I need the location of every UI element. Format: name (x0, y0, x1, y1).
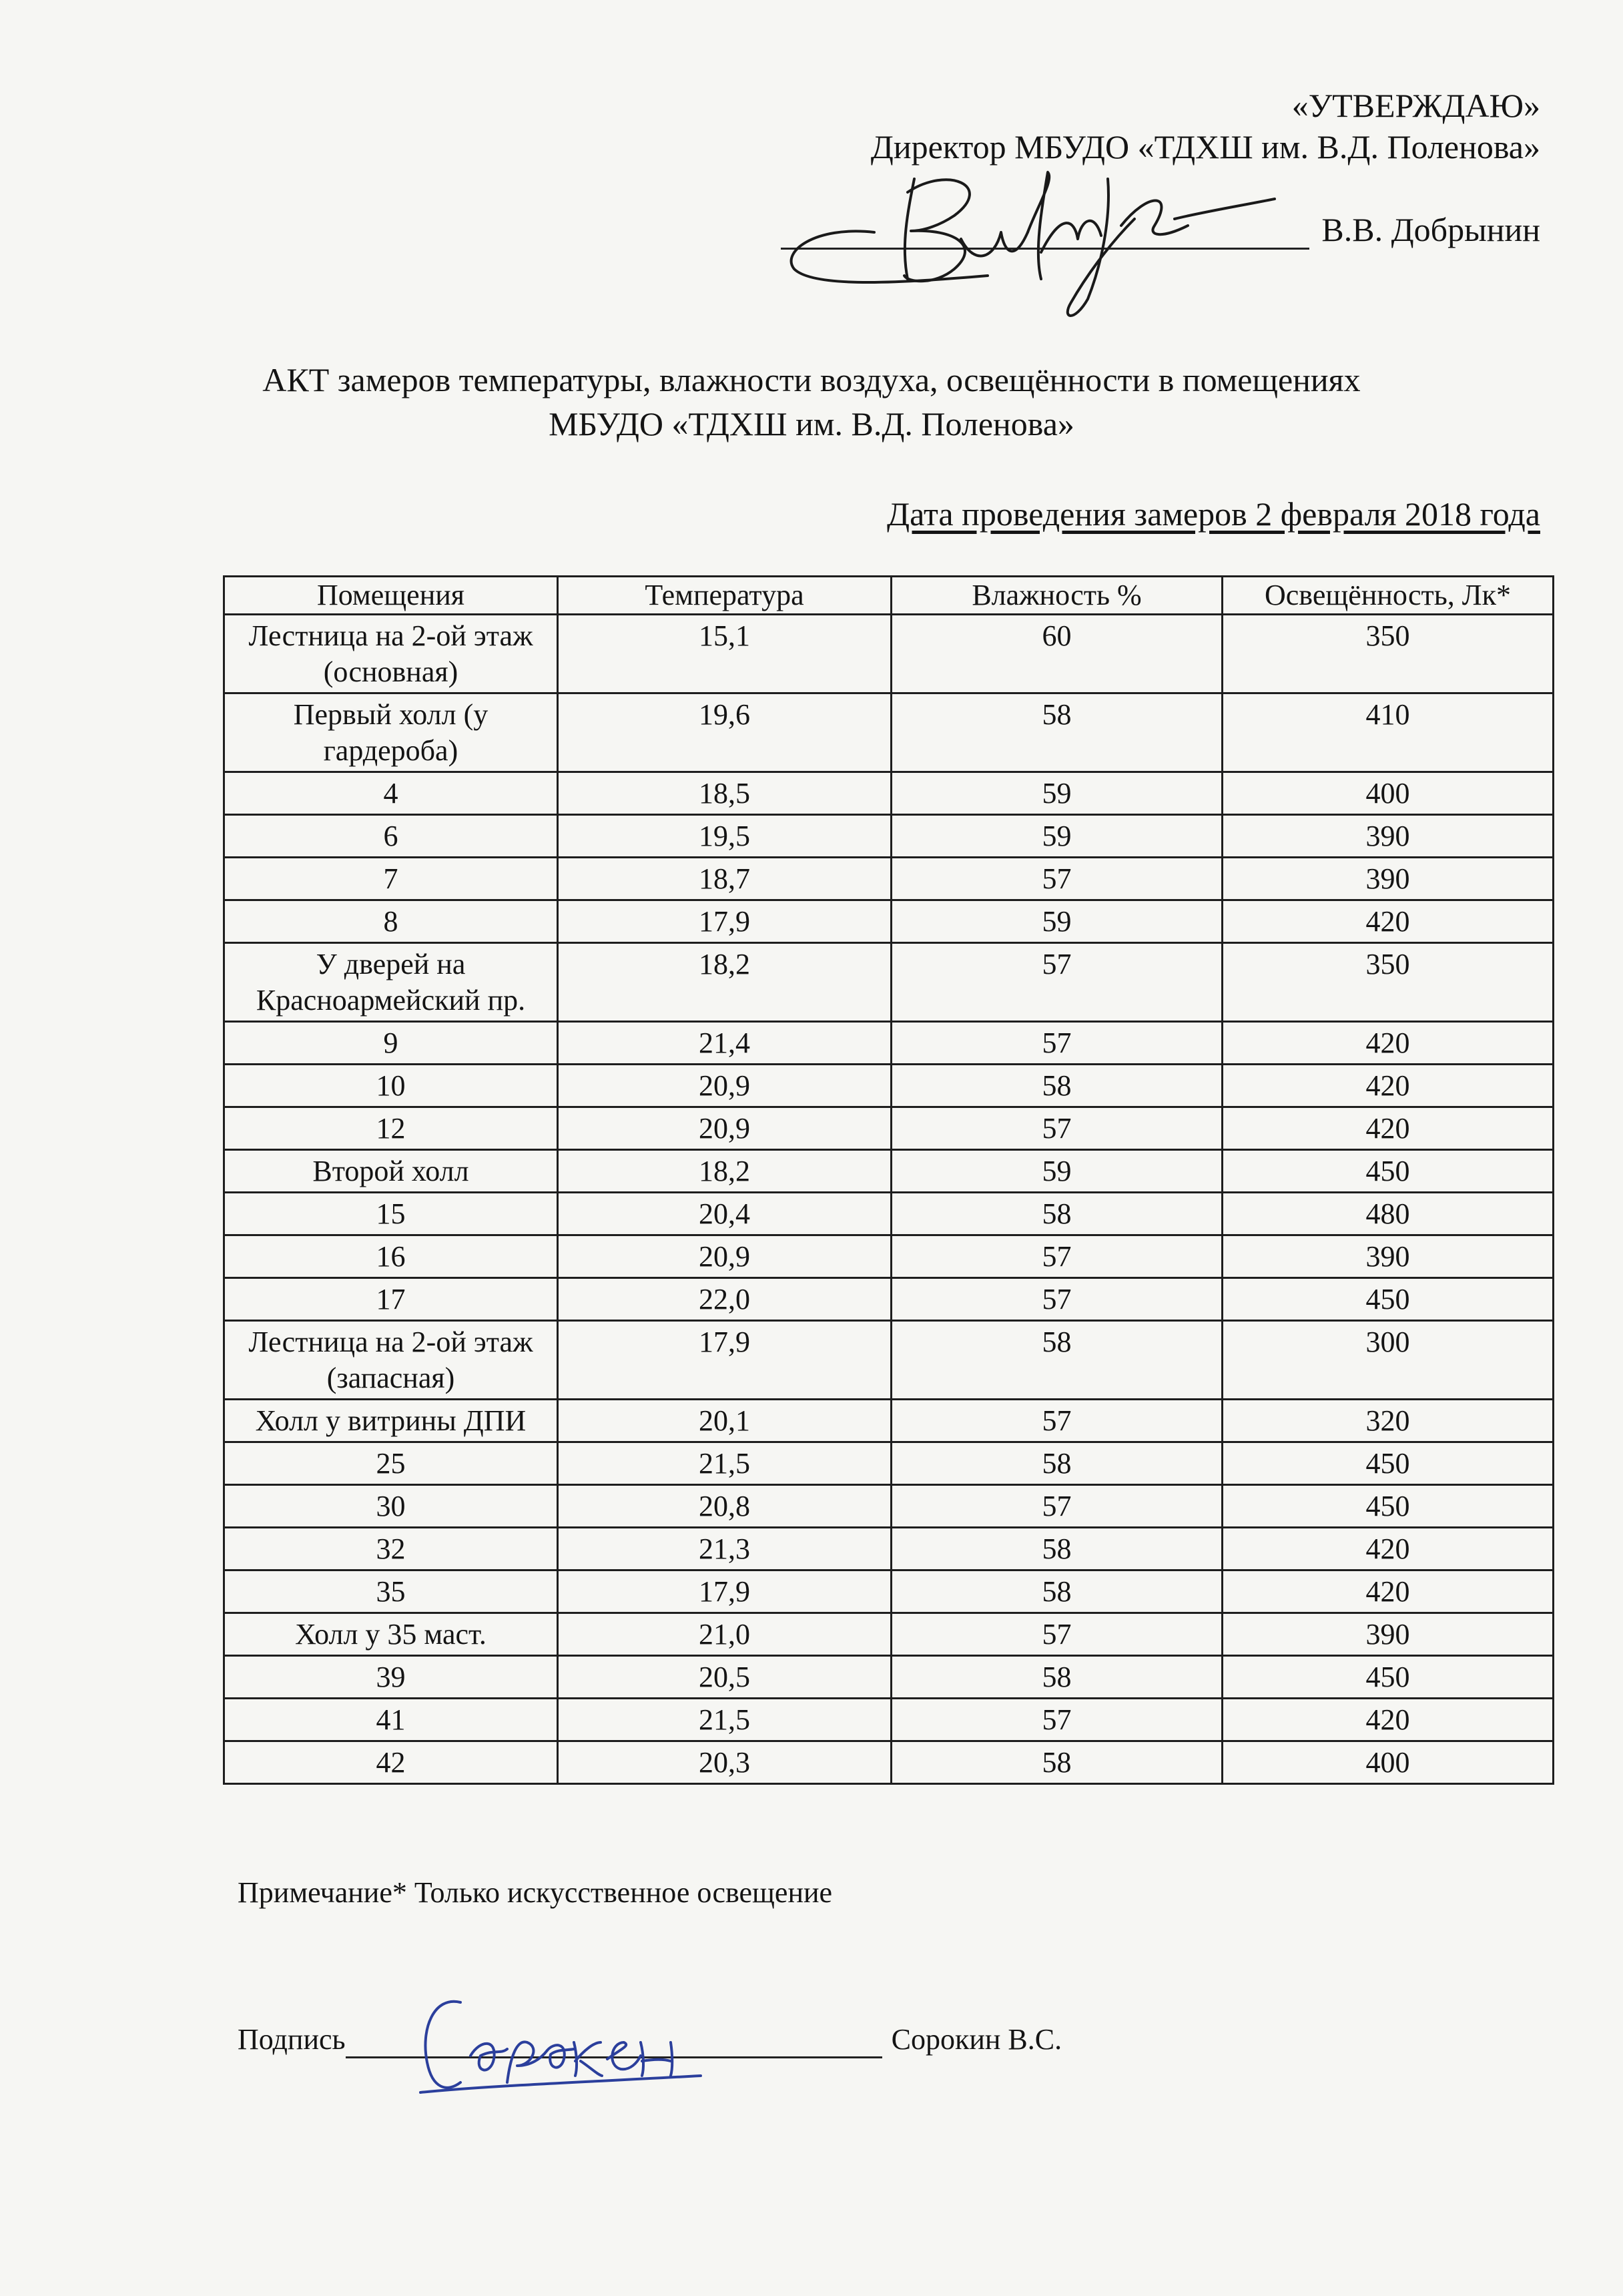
cell-illumination: 300 (1223, 1321, 1554, 1400)
director-signature (774, 152, 1281, 339)
table-row (224, 1699, 1554, 1741)
table-row (224, 1400, 1554, 1442)
cell-room: 16 (224, 1235, 558, 1278)
cell-temperature: 20,9 (558, 1065, 892, 1107)
cell-temperature: 21,5 (558, 1442, 892, 1485)
header-humidity: Влажность % (892, 577, 1223, 615)
cell-temperature: 20,1 (558, 1400, 892, 1442)
note: Примечание* Только искусственное освещение (238, 1876, 833, 1909)
cell-temperature: 21,0 (558, 1613, 892, 1656)
cell-room: 25 (224, 1442, 558, 1485)
cell-temperature: 21,3 (558, 1528, 892, 1570)
table-row (224, 1278, 1554, 1321)
cell-illumination: 450 (1223, 1150, 1554, 1193)
cell-humidity: 58 (892, 1442, 1223, 1485)
cell-illumination: 450 (1223, 1656, 1554, 1699)
cell-temperature: 19,5 (558, 815, 892, 858)
cell-illumination: 450 (1223, 1485, 1554, 1528)
cell-humidity: 58 (892, 1321, 1223, 1400)
table-row (224, 1613, 1554, 1656)
cell-humidity: 57 (892, 1613, 1223, 1656)
cell-room: 41 (224, 1699, 558, 1741)
cell-humidity: 58 (892, 1528, 1223, 1570)
cell-room: 17 (224, 1278, 558, 1321)
director-position: Директор МБУДО «ТДХШ им. В.Д. Поленова» (870, 128, 1540, 166)
cell-room: 42 (224, 1741, 558, 1784)
cell-illumination: 450 (1223, 1442, 1554, 1485)
table-row (224, 1235, 1554, 1278)
cell-illumination: 420 (1223, 1065, 1554, 1107)
cell-illumination: 480 (1223, 1193, 1554, 1235)
cell-room: 32 (224, 1528, 558, 1570)
cell-room: Холл у витрины ДПИ (224, 1400, 558, 1442)
cell-illumination: 400 (1223, 772, 1554, 815)
cell-temperature: 22,0 (558, 1278, 892, 1321)
header-illumination: Освещённость, Лк* (1223, 577, 1554, 615)
cell-humidity: 58 (892, 1065, 1223, 1107)
cell-illumination: 350 (1223, 943, 1554, 1022)
table-row (224, 1528, 1554, 1570)
cell-temperature: 17,9 (558, 1321, 892, 1400)
cell-illumination: 420 (1223, 1699, 1554, 1741)
cell-room: У дверей на Красноармейский пр. (224, 943, 558, 1022)
cell-humidity: 57 (892, 1235, 1223, 1278)
table-header-row (224, 577, 1554, 615)
cell-room: Лестница на 2-ой этаж (основная) (224, 615, 558, 693)
cell-temperature: 19,6 (558, 693, 892, 772)
cell-room: 12 (224, 1107, 558, 1150)
table-row (224, 1107, 1554, 1150)
measurements-table (223, 575, 1554, 1785)
cell-room: Второй холл (224, 1150, 558, 1193)
cell-humidity: 60 (892, 615, 1223, 693)
cell-illumination: 350 (1223, 615, 1554, 693)
cell-room: 9 (224, 1022, 558, 1065)
cell-room: Лестница на 2-ой этаж (запасная) (224, 1321, 558, 1400)
cell-illumination: 320 (1223, 1400, 1554, 1442)
table-body (224, 615, 1554, 1784)
cell-humidity: 59 (892, 900, 1223, 943)
cell-room: 30 (224, 1485, 558, 1528)
cell-humidity: 59 (892, 815, 1223, 858)
cell-temperature: 20,9 (558, 1235, 892, 1278)
table-row (224, 772, 1554, 815)
cell-illumination: 420 (1223, 1022, 1554, 1065)
cell-humidity: 57 (892, 1278, 1223, 1321)
table-row (224, 615, 1554, 693)
cell-illumination: 390 (1223, 858, 1554, 900)
cell-room: 39 (224, 1656, 558, 1699)
document-title-line2: МБУДО «ТДХШ им. В.Д. Поленова» (549, 405, 1074, 443)
cell-temperature: 21,5 (558, 1699, 892, 1741)
table-row (224, 1442, 1554, 1485)
table-row (224, 1570, 1554, 1613)
cell-illumination: 420 (1223, 1528, 1554, 1570)
table-row (224, 1193, 1554, 1235)
cell-humidity: 58 (892, 1656, 1223, 1699)
cell-temperature: 17,9 (558, 1570, 892, 1613)
cell-humidity: 57 (892, 1400, 1223, 1442)
table-row (224, 1656, 1554, 1699)
cell-room: 10 (224, 1065, 558, 1107)
cell-temperature: 18,7 (558, 858, 892, 900)
cell-humidity: 57 (892, 858, 1223, 900)
measurement-date: Дата проведения замеров 2 февраля 2018 года (886, 495, 1540, 533)
cell-humidity: 58 (892, 1193, 1223, 1235)
cell-illumination: 420 (1223, 1570, 1554, 1613)
cell-humidity: 58 (892, 1570, 1223, 1613)
cell-humidity: 57 (892, 1699, 1223, 1741)
cell-humidity: 57 (892, 943, 1223, 1022)
cell-temperature: 15,1 (558, 615, 892, 693)
signer-signature (407, 1976, 714, 2109)
signer-name: Сорокин В.С. (891, 2023, 1062, 2056)
cell-temperature: 20,3 (558, 1741, 892, 1784)
cell-illumination: 400 (1223, 1741, 1554, 1784)
cell-humidity: 58 (892, 1741, 1223, 1784)
cell-room: 6 (224, 815, 558, 858)
cell-temperature: 18,5 (558, 772, 892, 815)
cell-temperature: 18,2 (558, 943, 892, 1022)
cell-illumination: 390 (1223, 1613, 1554, 1656)
cell-temperature: 18,2 (558, 1150, 892, 1193)
director-name: В.В. Добрынин (1321, 211, 1540, 248)
cell-humidity: 59 (892, 772, 1223, 815)
cell-humidity: 57 (892, 1107, 1223, 1150)
cell-humidity: 59 (892, 1150, 1223, 1193)
cell-illumination: 410 (1223, 693, 1554, 772)
table-row (224, 1321, 1554, 1400)
table-row (224, 900, 1554, 943)
cell-temperature: 21,4 (558, 1022, 892, 1065)
cell-room: Холл у 35 маст. (224, 1613, 558, 1656)
document-title-line1: АКТ замеров температуры, влажности воздуха, освещённости в помещениях (262, 361, 1361, 398)
table-row (224, 858, 1554, 900)
approval-title: «УТВЕРЖДАЮ» (1291, 87, 1540, 124)
table-row (224, 1022, 1554, 1065)
cell-temperature: 17,9 (558, 900, 892, 943)
cell-room: 4 (224, 772, 558, 815)
cell-illumination: 390 (1223, 815, 1554, 858)
table-row (224, 943, 1554, 1022)
cell-temperature: 20,4 (558, 1193, 892, 1235)
cell-room: 15 (224, 1193, 558, 1235)
cell-room: Первый холл (у гардероба) (224, 693, 558, 772)
cell-illumination: 420 (1223, 900, 1554, 943)
cell-illumination: 420 (1223, 1107, 1554, 1150)
header-temperature: Температура (558, 577, 892, 615)
header-room: Помещения (224, 577, 558, 615)
cell-room: 35 (224, 1570, 558, 1613)
cell-humidity: 58 (892, 693, 1223, 772)
cell-humidity: 57 (892, 1022, 1223, 1065)
signature-label: Подпись (238, 2023, 346, 2056)
cell-temperature: 20,9 (558, 1107, 892, 1150)
table-row (224, 693, 1554, 772)
table-row (224, 1741, 1554, 1784)
table-row (224, 1485, 1554, 1528)
cell-illumination: 450 (1223, 1278, 1554, 1321)
cell-temperature: 20,8 (558, 1485, 892, 1528)
table-row (224, 1065, 1554, 1107)
cell-humidity: 57 (892, 1485, 1223, 1528)
table-row (224, 1150, 1554, 1193)
cell-temperature: 20,5 (558, 1656, 892, 1699)
cell-room: 8 (224, 900, 558, 943)
table-row (224, 815, 1554, 858)
cell-illumination: 390 (1223, 1235, 1554, 1278)
cell-room: 7 (224, 858, 558, 900)
